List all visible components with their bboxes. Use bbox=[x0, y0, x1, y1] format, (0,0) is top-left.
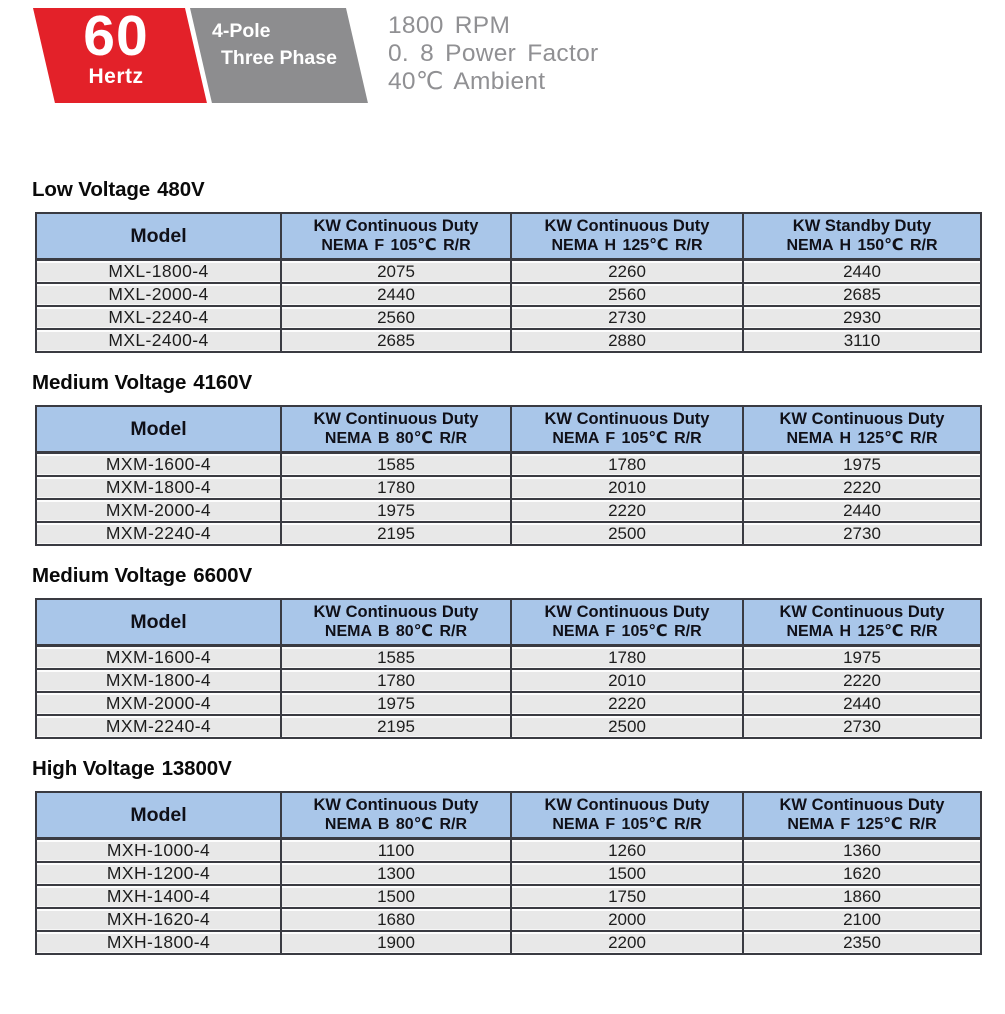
value-cell: 2730 bbox=[743, 715, 981, 738]
spec-table bbox=[35, 791, 982, 955]
spec-power-factor: 0. 8 Power Factor bbox=[388, 40, 599, 67]
value-cell: 1680 bbox=[281, 908, 511, 931]
table-head bbox=[36, 599, 981, 646]
header-row bbox=[36, 599, 981, 646]
column-header-title: KW Standby Duty bbox=[792, 217, 932, 235]
model-cell: MXM-2240-4 bbox=[36, 715, 281, 738]
column-header bbox=[281, 213, 511, 260]
column-header-title: KW Continuous Duty bbox=[544, 796, 710, 814]
column-header bbox=[281, 406, 511, 453]
value-cell: 2730 bbox=[511, 306, 743, 329]
column-header bbox=[511, 599, 743, 646]
value-cell: 1585 bbox=[281, 453, 511, 477]
value-cell: 1860 bbox=[743, 885, 981, 908]
model-cell: MXM-1800-4 bbox=[36, 476, 281, 499]
value-cell: 2100 bbox=[743, 908, 981, 931]
value-cell: 2730 bbox=[743, 522, 981, 545]
value-cell: 1975 bbox=[743, 453, 981, 477]
header-banner bbox=[0, 0, 1005, 103]
table-body bbox=[36, 453, 981, 546]
model-cell: MXH-1620-4 bbox=[36, 908, 281, 931]
column-header-sub: NEMA H 125℃ R/R bbox=[786, 623, 938, 640]
value-cell: 2000 bbox=[511, 908, 743, 931]
value-cell: 1780 bbox=[281, 476, 511, 499]
section-title-text: Medium Voltage bbox=[32, 564, 187, 587]
table-row bbox=[36, 453, 981, 477]
column-header-sub: NEMA F 105℃ R/R bbox=[552, 430, 702, 447]
section-title bbox=[32, 564, 1005, 588]
section-title bbox=[32, 178, 1005, 202]
section-voltage-label: 13800V bbox=[161, 757, 232, 780]
column-header bbox=[281, 599, 511, 646]
value-cell: 2195 bbox=[281, 522, 511, 545]
table-row bbox=[36, 885, 981, 908]
table-row bbox=[36, 260, 981, 284]
table-row bbox=[36, 839, 981, 863]
value-cell: 1975 bbox=[281, 499, 511, 522]
table-row bbox=[36, 306, 981, 329]
model-cell: MXM-1800-4 bbox=[36, 669, 281, 692]
table-row bbox=[36, 931, 981, 954]
model-cell: MXM-2000-4 bbox=[36, 692, 281, 715]
table-body bbox=[36, 646, 981, 739]
model-cell: MXL-2400-4 bbox=[36, 329, 281, 352]
table-row bbox=[36, 283, 981, 306]
value-cell: 2010 bbox=[511, 476, 743, 499]
column-header bbox=[36, 406, 281, 453]
pole-text bbox=[212, 20, 337, 70]
section-title bbox=[32, 757, 1005, 781]
column-header-title: Model bbox=[130, 225, 187, 247]
spec-table bbox=[35, 598, 982, 739]
table-row bbox=[36, 862, 981, 885]
value-cell: 2350 bbox=[743, 931, 981, 954]
column-header bbox=[36, 599, 281, 646]
value-cell: 2500 bbox=[511, 522, 743, 545]
value-cell: 2440 bbox=[743, 260, 981, 284]
table-row bbox=[36, 692, 981, 715]
spec-ambient: 40℃ Ambient bbox=[388, 68, 546, 95]
column-header-title: KW Continuous Duty bbox=[313, 603, 479, 621]
value-cell: 1780 bbox=[511, 646, 743, 670]
column-header-title: KW Continuous Duty bbox=[313, 796, 479, 814]
value-cell: 3110 bbox=[743, 329, 981, 352]
value-cell: 2440 bbox=[281, 283, 511, 306]
column-header-sub: NEMA B 80℃ R/R bbox=[324, 816, 468, 833]
column-header-title: KW Continuous Duty bbox=[779, 603, 945, 621]
value-cell: 1500 bbox=[511, 862, 743, 885]
value-cell: 2195 bbox=[281, 715, 511, 738]
frequency-text bbox=[40, 4, 192, 89]
value-cell: 2220 bbox=[511, 692, 743, 715]
column-header-title: KW Continuous Duty bbox=[313, 410, 479, 428]
column-header bbox=[743, 213, 981, 260]
section-voltage-label: 480V bbox=[157, 178, 205, 201]
value-cell: 1780 bbox=[281, 669, 511, 692]
spec-table bbox=[35, 212, 982, 353]
column-header bbox=[36, 792, 281, 839]
table-row bbox=[36, 522, 981, 545]
table-row bbox=[36, 646, 981, 670]
model-cell: MXM-1600-4 bbox=[36, 453, 281, 477]
column-header bbox=[511, 792, 743, 839]
section-title-text: High Voltage bbox=[32, 757, 155, 780]
phase-label: Three Phase bbox=[221, 47, 337, 69]
value-cell: 1300 bbox=[281, 862, 511, 885]
table-head bbox=[36, 213, 981, 260]
section-voltage-label: 6600V bbox=[193, 564, 253, 587]
section-voltage-label: 4160V bbox=[193, 371, 253, 394]
value-cell: 2685 bbox=[743, 283, 981, 306]
section-title-text: Low Voltage bbox=[32, 178, 151, 201]
table-row bbox=[36, 715, 981, 738]
value-cell: 1360 bbox=[743, 839, 981, 863]
column-header-title: KW Continuous Duty bbox=[779, 410, 945, 428]
column-header-sub: NEMA F 125℃ R/R bbox=[787, 816, 937, 833]
model-cell: MXM-2240-4 bbox=[36, 522, 281, 545]
spec-rpm: 1800 RPM bbox=[388, 12, 511, 39]
model-cell: MXH-1000-4 bbox=[36, 839, 281, 863]
value-cell: 1900 bbox=[281, 931, 511, 954]
pole-count-label: 4-Pole bbox=[212, 20, 271, 42]
model-cell: MXL-2240-4 bbox=[36, 306, 281, 329]
value-cell: 2880 bbox=[511, 329, 743, 352]
column-header-title: Model bbox=[130, 611, 187, 633]
table-row bbox=[36, 908, 981, 931]
header-row bbox=[36, 406, 981, 453]
model-cell: MXH-1800-4 bbox=[36, 931, 281, 954]
column-header-title: KW Continuous Duty bbox=[544, 410, 710, 428]
frequency-unit: Hertz bbox=[88, 65, 144, 88]
value-cell: 1780 bbox=[511, 453, 743, 477]
column-header bbox=[36, 213, 281, 260]
value-cell: 2685 bbox=[281, 329, 511, 352]
table-body bbox=[36, 839, 981, 955]
section-title bbox=[32, 371, 1005, 395]
value-cell: 2930 bbox=[743, 306, 981, 329]
column-header bbox=[511, 406, 743, 453]
value-cell: 1260 bbox=[511, 839, 743, 863]
table-head bbox=[36, 792, 981, 839]
value-cell: 2200 bbox=[511, 931, 743, 954]
header-row bbox=[36, 792, 981, 839]
model-cell: MXL-1800-4 bbox=[36, 260, 281, 284]
column-header-sub: NEMA H 125℃ R/R bbox=[551, 237, 703, 254]
table-head bbox=[36, 406, 981, 453]
column-header-sub: NEMA F 105℃ R/R bbox=[321, 237, 471, 254]
table-row bbox=[36, 476, 981, 499]
model-cell: MXM-2000-4 bbox=[36, 499, 281, 522]
column-header-sub: NEMA H 150℃ R/R bbox=[786, 237, 938, 254]
column-header bbox=[743, 406, 981, 453]
value-cell: 2220 bbox=[743, 476, 981, 499]
table-row bbox=[36, 329, 981, 352]
table-row bbox=[36, 499, 981, 522]
spec-table bbox=[35, 405, 982, 546]
value-cell: 1620 bbox=[743, 862, 981, 885]
value-cell: 2440 bbox=[743, 692, 981, 715]
column-header-sub: NEMA B 80℃ R/R bbox=[324, 623, 468, 640]
model-cell: MXH-1400-4 bbox=[36, 885, 281, 908]
column-header-sub: NEMA B 80℃ R/R bbox=[324, 430, 468, 447]
column-header-title: Model bbox=[130, 804, 187, 826]
column-header bbox=[743, 599, 981, 646]
column-header-sub: NEMA F 105℃ R/R bbox=[552, 623, 702, 640]
section-title-text: Medium Voltage bbox=[32, 371, 187, 394]
column-header-sub: NEMA F 105℃ R/R bbox=[552, 816, 702, 833]
column-header bbox=[281, 792, 511, 839]
model-cell: MXL-2000-4 bbox=[36, 283, 281, 306]
value-cell: 1975 bbox=[281, 692, 511, 715]
column-header-title: Model bbox=[130, 418, 187, 440]
value-cell: 2560 bbox=[281, 306, 511, 329]
column-header-title: KW Continuous Duty bbox=[313, 217, 479, 235]
header-row bbox=[36, 213, 981, 260]
tables-container bbox=[0, 178, 1005, 955]
value-cell: 2440 bbox=[743, 499, 981, 522]
value-cell: 1500 bbox=[281, 885, 511, 908]
model-cell: MXM-1600-4 bbox=[36, 646, 281, 670]
value-cell: 2220 bbox=[511, 499, 743, 522]
column-header-title: KW Continuous Duty bbox=[779, 796, 945, 814]
ratings-summary bbox=[388, 12, 598, 96]
value-cell: 2010 bbox=[511, 669, 743, 692]
value-cell: 2560 bbox=[511, 283, 743, 306]
value-cell: 2075 bbox=[281, 260, 511, 284]
column-header bbox=[743, 792, 981, 839]
column-header bbox=[511, 213, 743, 260]
value-cell: 2220 bbox=[743, 669, 981, 692]
value-cell: 2500 bbox=[511, 715, 743, 738]
value-cell: 1750 bbox=[511, 885, 743, 908]
frequency-value: 60 bbox=[83, 4, 149, 68]
column-header-title: KW Continuous Duty bbox=[544, 603, 710, 621]
value-cell: 1585 bbox=[281, 646, 511, 670]
column-header-title: KW Continuous Duty bbox=[544, 217, 710, 235]
value-cell: 1975 bbox=[743, 646, 981, 670]
table-body bbox=[36, 260, 981, 353]
table-row bbox=[36, 669, 981, 692]
value-cell: 1100 bbox=[281, 839, 511, 863]
model-cell: MXH-1200-4 bbox=[36, 862, 281, 885]
value-cell: 2260 bbox=[511, 260, 743, 284]
column-header-sub: NEMA H 125℃ R/R bbox=[786, 430, 938, 447]
